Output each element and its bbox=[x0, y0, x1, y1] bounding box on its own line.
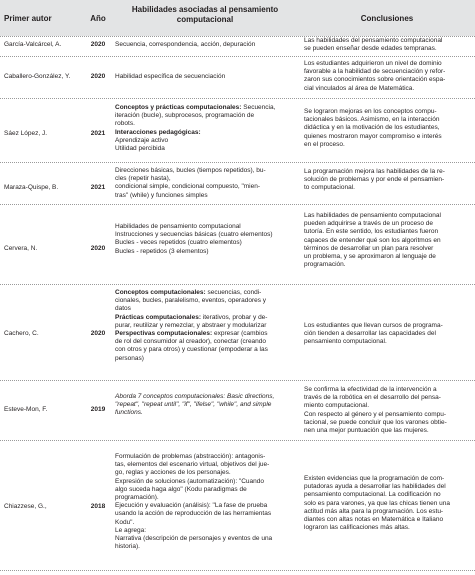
cell-year: 2020 bbox=[90, 245, 106, 252]
skills-line: programación). bbox=[115, 494, 159, 502]
concl-line: Los estudiantes adquirieron un nivel de dominio bbox=[304, 60, 442, 67]
skills-line: Utilidad percibida bbox=[115, 145, 165, 153]
cell-year: 2021 bbox=[90, 130, 106, 137]
concl-line: través de la robótica en el desarrollo del pensa- bbox=[304, 394, 441, 402]
cell-year: 2020 bbox=[90, 73, 106, 80]
table-row bbox=[0, 204, 475, 285]
skills-line: tas, elementos del escenario virtual, objetivos del jue- bbox=[115, 461, 270, 469]
skills-line bbox=[115, 314, 295, 322]
concl-line: términos de desarrollar un plan para resolver bbox=[304, 244, 434, 252]
concl-line: putadoras ayuda a desarrollar las habilidades del bbox=[304, 483, 446, 491]
cell-author: Cachero, C. bbox=[4, 330, 39, 337]
concl-line: Con respecto al género y el pensamiento compu- bbox=[304, 410, 446, 418]
concl-line: programación. bbox=[304, 261, 346, 269]
cell-conclusions bbox=[304, 60, 470, 93]
skills-line: Kodu". bbox=[115, 518, 135, 526]
concl-line: tacional, se puede concluir que los varones obtie- bbox=[304, 418, 447, 426]
concl-line: La programación mejora las habilidades de la re- bbox=[304, 168, 445, 175]
cell-conclusions bbox=[304, 37, 470, 53]
concl-line: pueden adquirirse a través de un proceso de bbox=[304, 220, 434, 228]
cell-year: 2021 bbox=[90, 184, 106, 191]
header-conclusions: Conclusiones bbox=[360, 14, 414, 23]
concl-line: tacionales básicos. Asimismo, en la interacción bbox=[304, 116, 440, 124]
skills-line: tras" (while) y funciones simples bbox=[115, 191, 208, 199]
cell-skills bbox=[115, 73, 295, 81]
skills-text: Secuencia, bbox=[241, 104, 276, 111]
skills-line: Instrucciones y secuencias básicas (cuatro elementos) bbox=[115, 231, 273, 239]
cell-skills bbox=[115, 453, 295, 551]
cell-conclusions bbox=[304, 212, 470, 269]
header-skills-line1: Habilidades asociadas al pensamiento bbox=[131, 5, 279, 14]
skills-line: cionales, bucles, paralelismo, eventos, operadores y bbox=[115, 297, 267, 305]
concl-line: solución de problemas y por ende el pensamien- bbox=[304, 176, 445, 184]
concl-line: ción tienden a desarrollar las capacidades del bbox=[304, 330, 436, 338]
table-row bbox=[0, 162, 475, 205]
header-skills-line2: computacional bbox=[176, 14, 234, 24]
cell-author: García-Valcárcel, A. bbox=[4, 41, 62, 48]
skills-line: Secuencia, correspondencia, acción, depuración bbox=[115, 41, 256, 48]
skills-text: iterativos, probar y de- bbox=[200, 313, 268, 321]
cell-author: Chiazzese, G., bbox=[4, 503, 47, 510]
table-bottom-rule bbox=[0, 570, 475, 572]
cell-conclusions bbox=[304, 322, 470, 347]
skills-line: Bucles - repetidos (3 elementos) bbox=[115, 247, 209, 255]
skills-text: secuencias, condi- bbox=[205, 289, 262, 296]
concl-line: solo es para varones, ya que las chicas tienen una bbox=[304, 499, 450, 507]
cell-author: Esteve-Mon, F. bbox=[4, 406, 48, 413]
skills-line: Habilidad específica de secuenciación bbox=[115, 73, 226, 80]
skills-line: algo suceda haga algo" (Kodu paradigmas de bbox=[115, 485, 247, 493]
concl-line: en el proceso. bbox=[304, 140, 345, 148]
cell-skills bbox=[115, 167, 295, 200]
header-skills bbox=[115, 5, 295, 24]
table-row bbox=[0, 36, 475, 57]
skills-bold: Prácticas computacionales: bbox=[115, 313, 201, 321]
cell-conclusions bbox=[304, 386, 470, 435]
concl-line: tutoría. En este sentido, los estudiantes fueron bbox=[304, 228, 439, 236]
skills-line: Aprendizaje activo bbox=[115, 136, 169, 144]
skills-line: robots. bbox=[115, 120, 135, 128]
cell-skills bbox=[115, 104, 295, 153]
concl-line: un problema, y se aproximaron al lenguaje de bbox=[304, 253, 436, 261]
concl-line: Los estudiantes que llevan cursos de programa- bbox=[304, 322, 443, 329]
concl-line: capaces de entender qué son los algoritmos en bbox=[304, 236, 441, 244]
table-row bbox=[0, 56, 475, 99]
table-row bbox=[0, 98, 475, 163]
skills-line: Bucles - veces repetidos (cuatro elementos) bbox=[115, 239, 242, 247]
skills-line bbox=[115, 289, 295, 297]
concl-line: diantes con altas notas en Matemática e Italiano bbox=[304, 516, 444, 524]
concl-line: lograron las calificaciones más altas. bbox=[304, 524, 410, 532]
header-year: Año bbox=[90, 14, 106, 23]
concl-line: nen una mejor puntuación que las mujeres. bbox=[304, 427, 429, 435]
table-row bbox=[0, 380, 475, 441]
skills-bold: Interacciones pedagógicas: bbox=[115, 128, 201, 136]
skills-line: usando la acción de reproducción de las herramientas bbox=[115, 510, 272, 518]
skills-line: Expresión de soluciones (automatización): "Cuando bbox=[115, 477, 265, 485]
skills-line: Formulación de problemas (abstracción): antagonis- bbox=[115, 453, 266, 460]
cell-year: 2019 bbox=[90, 406, 106, 413]
skills-line: iteración (bucle), subprocesos, programación de bbox=[115, 112, 255, 120]
header-author: Primer autor bbox=[4, 14, 52, 23]
concl-line: miento computacional. bbox=[304, 402, 370, 410]
concl-line: didáctica y en la motivación de los estudiantes, bbox=[304, 124, 440, 132]
cell-skills bbox=[115, 223, 295, 256]
cell-author: Sáez López, J. bbox=[4, 130, 47, 137]
skills-line: go, reglas y acciones de los personajes. bbox=[115, 469, 231, 477]
skills-line: condicional simple, condicional compuesto, "mien- bbox=[115, 183, 261, 191]
cell-year: 2018 bbox=[90, 503, 106, 510]
table-header bbox=[0, 0, 475, 36]
skills-text: expresar (cambios bbox=[212, 330, 268, 338]
skills-line: Ejecución y evaluación (análisis): "La fase de prueba bbox=[115, 502, 268, 510]
skills-line: functions. bbox=[115, 409, 143, 417]
cell-conclusions bbox=[304, 475, 470, 532]
cell-skills bbox=[115, 41, 295, 49]
skills-bold: Perspectivas computacionales: bbox=[115, 330, 213, 338]
skills-line: Narrativa (descripción de personajes y eventos de una bbox=[115, 535, 273, 543]
concl-line: Las habilidades de pensamiento computacional bbox=[304, 212, 441, 219]
table-row bbox=[0, 440, 475, 569]
skills-line: Le agrega: bbox=[115, 526, 147, 534]
cell-author: Cervera, N. bbox=[4, 245, 38, 252]
concl-line: Existen evidencias que la programación de com- bbox=[304, 475, 445, 482]
skills-line: datos bbox=[115, 305, 131, 313]
concl-line: Se confirma la efectividad de la intervención a bbox=[304, 386, 437, 393]
cell-conclusions bbox=[304, 168, 470, 193]
skills-line: purar, reutilizar y remezclar, y abstraer y modularizar bbox=[115, 321, 267, 329]
concl-line: Se lograron mejoras en los conceptos compu- bbox=[304, 108, 437, 115]
concl-line: pensamiento computacional. La codificación no bbox=[304, 491, 441, 499]
cell-year: 2020 bbox=[90, 41, 106, 48]
skills-line: Direcciones básicas, bucles (tiempos repetidos), bu- bbox=[115, 167, 266, 174]
skills-line: Aborda 7 conceptos computacionales: Basic directions, bbox=[115, 393, 275, 400]
skills-bold: Conceptos y prácticas computacionales: bbox=[115, 104, 242, 111]
skills-line: con otros y para otros) y cuestionar (empoderar a las bbox=[115, 346, 268, 354]
cell-year: 2020 bbox=[90, 330, 106, 337]
cell-author: Caballero-González, Y. bbox=[4, 73, 71, 80]
cell-skills bbox=[115, 289, 295, 363]
concl-line: actitud más alta para la programación. Los estu- bbox=[304, 507, 444, 515]
skills-line: historia). bbox=[115, 543, 140, 551]
skills-line: de rol del consumidor al creador), conectar (creando bbox=[115, 338, 267, 346]
cell-skills bbox=[115, 393, 295, 418]
concl-line: pensamiento computacional. bbox=[304, 338, 387, 346]
skills-bold: Conceptos computacionales: bbox=[115, 289, 206, 296]
cell-conclusions bbox=[304, 108, 470, 149]
skills-line: cles (repetir hasta), bbox=[115, 175, 171, 183]
concl-line: zaron sus conocimientos sobre orientación espa- bbox=[304, 76, 446, 84]
concl-line: to computacional. bbox=[304, 184, 355, 192]
concl-line: favorable a la habilidad de secuenciación y refor- bbox=[304, 68, 446, 76]
skills-line bbox=[115, 104, 295, 112]
concl-line: se pueden enseñar desde edades tempranas. bbox=[304, 45, 437, 53]
table-row bbox=[0, 284, 475, 381]
skills-line: Habilidades de pensamiento computacional bbox=[115, 223, 241, 230]
concl-line: cial vinculados al área de Matemática. bbox=[304, 84, 415, 92]
concl-line: Las habilidades del pensamiento computacional bbox=[304, 37, 443, 44]
skills-line bbox=[115, 330, 295, 338]
concl-line: quienes mostraron mayor compromiso e interés bbox=[304, 132, 442, 140]
skills-line: "repeat", "repeat until", "if", "ifelse", "while", and simple bbox=[115, 401, 272, 409]
skills-line: personas) bbox=[115, 354, 144, 362]
cell-author: Maraza-Quispe, B. bbox=[4, 184, 59, 191]
